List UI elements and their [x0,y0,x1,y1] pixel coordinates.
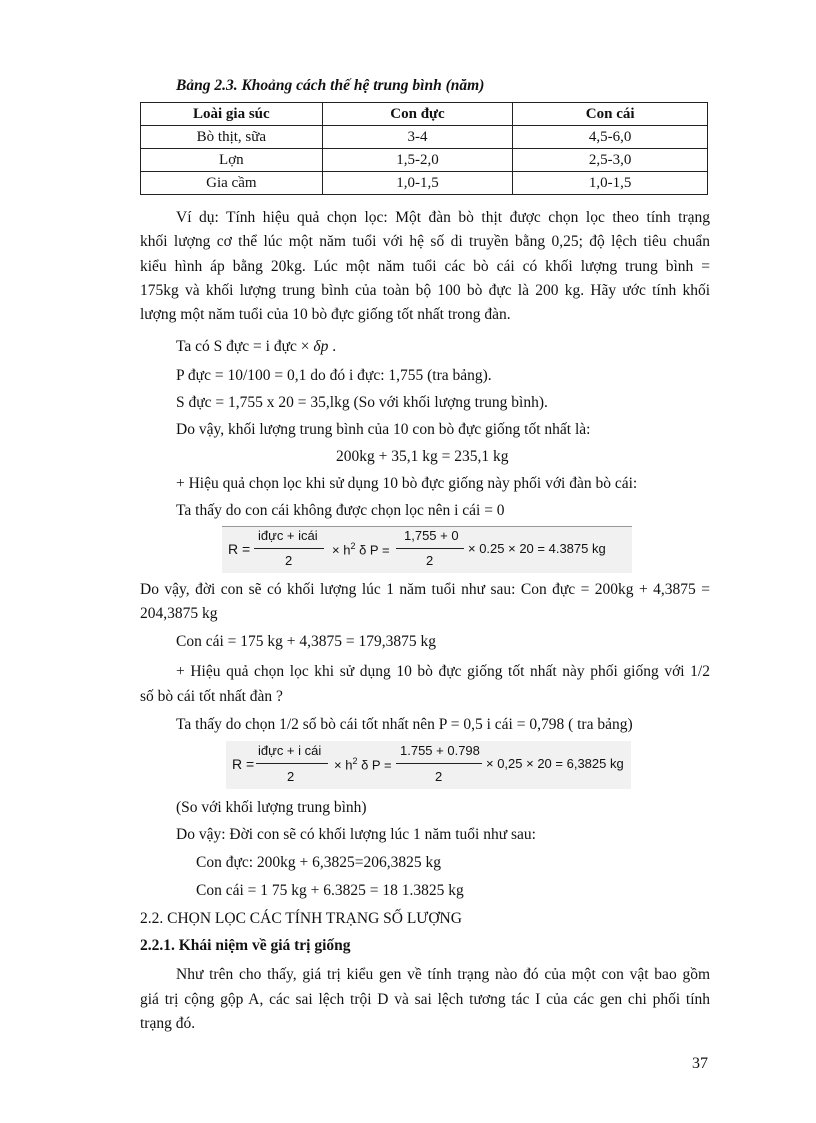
table-caption: Bảng 2.3. Khoảng cách thế hệ trung bình (năm) [176,77,485,94]
half-selection-line: Ta thấy do chọn 1/2 số bò cái tốt nhất nên P = 0,5 i cái = 0,798 ( tra bảng) [176,716,633,733]
formula1-mid-text: × h [332,542,351,558]
formula1-rhs: × 0.25 × 20 = 4.3875 kg [468,541,606,556]
table-cell: 1,0-1,5 [513,172,708,195]
effect2-line: + Hiệu quả chọn lọc khi sử dụng 10 bò đực giống tốt nhất này phối giống với 1/2 [176,663,710,680]
therefore-line: Do vậy, khối lượng trung bình của 10 con bò đực giống tốt nhất là: [176,421,591,438]
formula1-multiplier [332,541,390,557]
example-line: kiểu hình áp bằng 20kg. Lúc một năm tuổi các bò cái có khối lượng trung bình = [140,258,710,275]
example-line: Ví dụ: Tính hiệu quả chọn lọc: Một đàn bò thịt được chọn lọc theo tính trạng [176,209,710,226]
formula2-numerator2: 1.755 + 0.798 [400,743,480,758]
formula2-mid2-text: δ P = [357,757,392,773]
icai-zero-line: Ta thấy do con cái không được chọn lọc nên i cái = 0 [176,502,505,519]
table-row [141,172,708,195]
compare-line: (So với khối lượng trung bình) [176,799,367,816]
table-cell: 3-4 [322,126,513,149]
formula2-fraction-bar2 [396,763,482,764]
formula2-denominator1: 2 [287,769,295,784]
formula1-exponent: 2 [350,541,356,551]
formula1-denominator1: 2 [285,553,293,568]
subsection-heading: 2.2.1. Khái niệm về giá trị giống [140,937,351,954]
formula2-lhs: R = [232,756,255,772]
formula2-denominator2: 2 [435,769,443,784]
table-cell: 1,0-1,5 [322,172,513,195]
formula2-multiplier [334,756,392,772]
table-cell: Lợn [141,149,323,172]
formula1-lhs: R = [228,541,251,557]
result1-line: 204,3875 kg [140,605,218,622]
table-header-row [141,103,708,126]
formula1-top-rule [222,526,632,527]
formula1-numerator2: 1,755 + 0 [404,528,459,543]
result1-line: Do vậy, đời con sẽ có khối lượng lúc 1 năm tuổi như sau: Con đực = 200kg + 4,3875 = [140,581,710,598]
formula2-fraction-bar1 [256,763,328,764]
table-cell: 2,5-3,0 [513,149,708,172]
result2-therefore-line: Do vậy: Đời con sẽ có khối lượng lúc 1 năm tuổi như sau: [176,826,536,843]
formula2-numerator1: iđực + i cái [258,743,322,758]
effect2-line: số bò cái tốt nhất đàn ? [140,688,283,705]
sum-line: 200kg + 35,1 kg = 235,1 kg [336,448,509,465]
formula2-rhs: × 0,25 × 20 = 6,3825 kg [486,756,624,771]
formula1-fraction-bar2 [396,548,464,549]
p-line: P đực = 10/100 = 0,1 do đó i đực: 1,755 (tra bảng). [176,367,492,384]
generation-interval-table [140,102,708,195]
table-header-cell: Con đực [322,103,513,126]
section-heading: 2.2. CHỌN LỌC CÁC TÍNH TRẠNG SỐ LƯỢNG [140,910,462,927]
delta-p-symbol: δp [313,338,329,355]
s-formula-suffix: . [328,338,337,355]
table-cell: Bò thịt, sữa [141,126,323,149]
formula2-exponent: 2 [352,756,358,766]
example-line: 175kg và khối lượng trung bình của toàn bộ 100 bò đực là 200 kg. Hãy ước tính khối [140,282,710,299]
male-result2-line: Con đực: 200kg + 6,3825=206,3825 kg [196,854,442,871]
table-cell: 1,5-2,0 [322,149,513,172]
body-paragraph-line: giá trị cộng gộp A, các sai lệch trội D và sai lệch tương tác I của các gen chi phối tính [140,991,710,1008]
s-formula-line [176,338,336,356]
s-formula-prefix: Ta có S đực = i đực × [176,338,310,355]
effect1-line: + Hiệu quả chọn lọc khi sử dụng 10 bò đực giống này phối với đàn bò cái: [176,475,638,492]
formula1-mid2-text: δ P = [355,542,390,558]
example-line: lượng một năm tuổi của 10 bò đực giống tốt nhất trong đàn. [140,306,511,323]
female-result2-line: Con cái = 1 75 kg + 6.3825 = 18 1.3825 kg [196,882,464,899]
table-row [141,126,708,149]
example-line: khối lượng cơ thể lúc một năm tuổi với hệ số di truyền bằng 0,25; độ lệch tiêu chuẩn [140,233,710,250]
body-paragraph-line: Như trên cho thấy, giá trị kiểu gen về tính trạng nào đó của một con vật bao gồm [176,966,710,983]
formula1-denominator2: 2 [426,553,434,568]
table-cell: 4,5-6,0 [513,126,708,149]
table-row [141,149,708,172]
body-paragraph-line: trạng đó. [140,1015,196,1032]
table-header-cell: Con cái [513,103,708,126]
table-header-cell: Loài gia súc [141,103,323,126]
page-number: 37 [692,1055,708,1072]
table-cell: Gia cầm [141,172,323,195]
formula1-fraction-bar1 [254,548,324,549]
formula1-numerator1: iđực + icái [258,528,318,543]
formula2-mid-text: × h [334,757,353,773]
s-line: S đực = 1,755 x 20 = 35,lkg (So với khối lượng trung bình). [176,394,548,411]
female-result1-line: Con cái = 175 kg + 4,3875 = 179,3875 kg [176,633,437,650]
